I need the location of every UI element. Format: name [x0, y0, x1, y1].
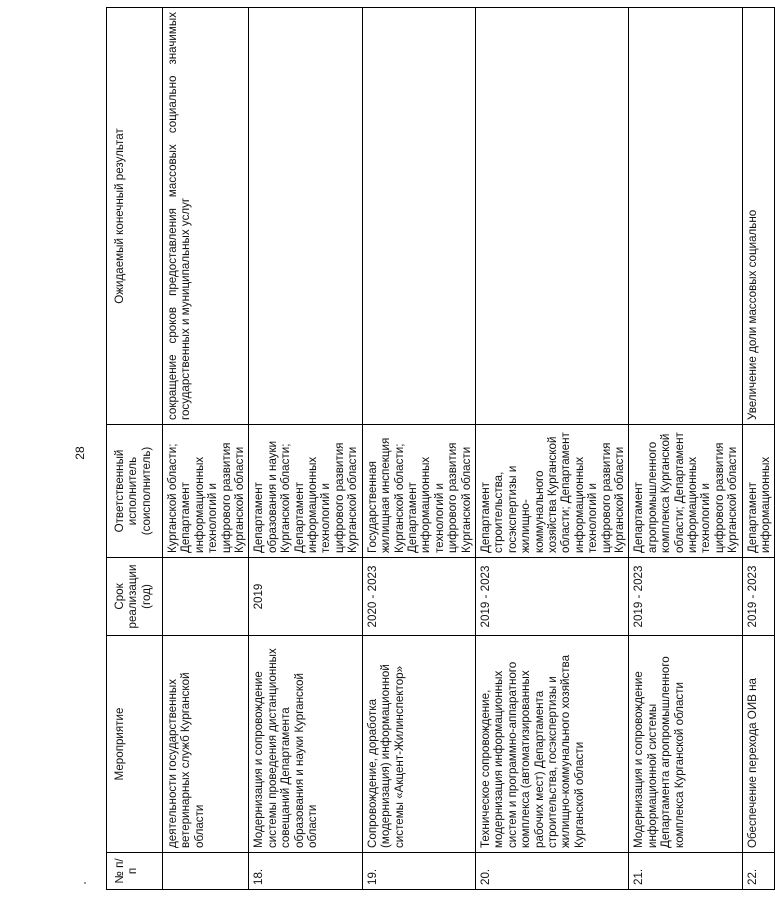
cell-executor: Департамент агропромышленного комплекса Курганской области; Департамент информационных технологий и цифрового развития Курганской области [629, 425, 742, 558]
cell-result: Увеличение доли массовых социально [742, 8, 775, 425]
cell-term: 2019 - 2023 [629, 558, 742, 636]
table-row [362, 8, 475, 890]
table-row [742, 8, 775, 890]
cell-event: Модернизация и сопровождение системы проведения дистанционных совещаний Департамента образования и науки Курганской области [249, 636, 362, 853]
table-header-row [107, 8, 163, 890]
rotated-table-container [106, 8, 773, 890]
header-event: Мероприятие [107, 636, 163, 853]
page-number: 28 [73, 446, 87, 460]
cell-term: 2019 - 2023 [742, 558, 775, 636]
cell-event: Обеспечение перехода ОИВ на [742, 636, 775, 853]
cell-number: 20. [475, 853, 628, 890]
header-result: Ожидаемый конечный результат [107, 8, 163, 425]
cell-event: Модернизация и сопровождение информационной системы Департамента агропромышленного комплекса Курганской области [629, 636, 742, 853]
cell-term: 2020 - 2023 [362, 558, 475, 636]
measures-table [106, 7, 775, 890]
cell-term: 2019 [249, 558, 362, 636]
header-executor: Ответственный исполнитель (соисполнитель) [107, 425, 163, 558]
cell-event: Сопровождение, доработка (модернизация) информационной системы «Акцент-Жилинспектор» [362, 636, 475, 853]
cell-executor: Департамент образования и науки Курганской области; Департамент информационных технологий и цифрового развития Курганской области [249, 425, 362, 558]
cell-number: 22. [742, 853, 775, 890]
header-term: Срок реализации (год) [107, 558, 163, 636]
cell-event: Техническое сопровождение, модернизация информационных систем и программно-аппаратного комплекса (автоматизированных рабочих мест) Департамента строительства, госэкспертизы и жилищно-коммунального хозяйства Курганской области [475, 636, 628, 853]
cell-number: 21. [629, 853, 742, 890]
cell-number: 19. [362, 853, 475, 890]
table-row [249, 8, 362, 890]
cell-executor: Департамент строительства, госэкспертизы и жилищно-коммунального хозяйства Курганской области; Департамент информационных технологий и цифрового развития Курганской области [475, 425, 628, 558]
table-row [629, 8, 742, 890]
cell-executor: Курганской области; Департамент информационных технологий и цифрового развития Курганской области [163, 425, 249, 558]
scan-speck [84, 882, 86, 884]
cell-result: сокращение сроков предоставления массовых социально значимых государственных и муниципальных услуг [163, 8, 249, 425]
cell-result [362, 8, 475, 425]
table-row [475, 8, 628, 890]
cell-result [629, 8, 742, 425]
cell-term [163, 558, 249, 636]
header-number: № п/п [107, 853, 163, 890]
cell-number [163, 853, 249, 890]
cell-event: деятельности государственных ветеринарных служб Курганской области [163, 636, 249, 853]
cell-executor: Департамент информационных [742, 425, 775, 558]
cell-term: 2019 - 2023 [475, 558, 628, 636]
cell-result [249, 8, 362, 425]
cell-executor: Государственная жилищная инспекция Курганской области; Департамент информационных технологий и цифрового развития Курганской области [362, 425, 475, 558]
cell-number: 18. [249, 853, 362, 890]
table-row [163, 8, 249, 890]
cell-result [475, 8, 628, 425]
